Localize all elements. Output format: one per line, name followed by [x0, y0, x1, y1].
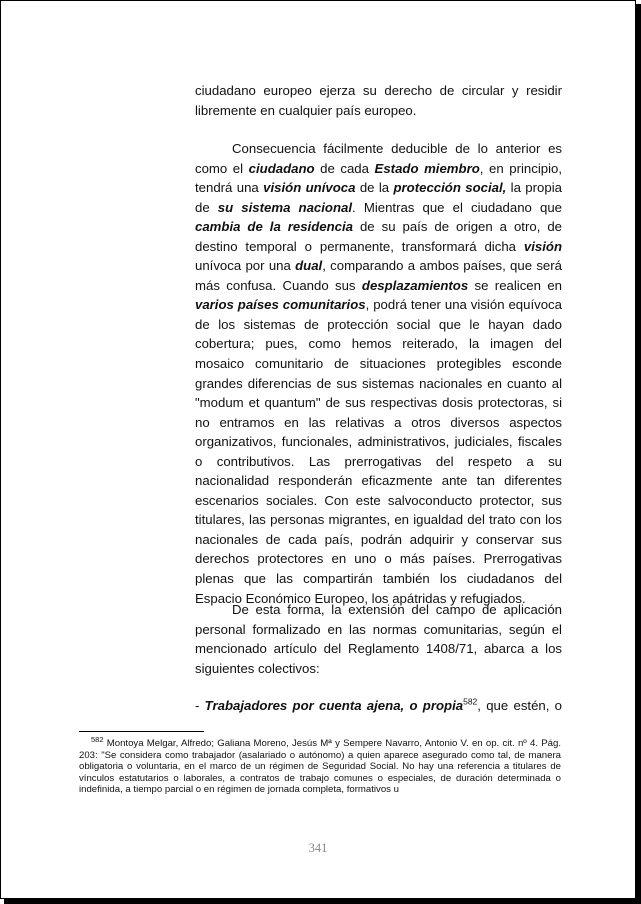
emphasis-run: varios países comunitarios [195, 297, 366, 313]
emphasis-run: visión unívoca [263, 180, 356, 196]
list-dash: - [195, 698, 205, 713]
emphasis-run: ciudadano [248, 160, 315, 176]
footnote-text: Montoya Melgar, Alfredo; Galiana Moreno, Jesús Mª y Sempere Navarro, Antonio V. en op. cit. nº 4. Pág. 203: "Se considera como trabajador (asalariado o autónomo) a quien aparece asegurado como tal, de manera obligatoria o voluntaria, en el marco de un régimen de Seguridad Social. No hay una referencia a titulares de vínculos estatutarios o laborales, a contratos de trabajo comunes o especiales, de duración determinada o indefinida, a tiempo parcial o en régimen de jornada completa, formativos u [79, 738, 561, 796]
text-run: . Mientras que el ciudadano que [352, 199, 562, 215]
page-shadow-right [636, 4, 641, 904]
paragraph-1-text: ciudadano europeo ejerza su derecho de circular y residir libremente en cualquier país europeo. [195, 83, 562, 118]
paragraph-3-text: De esta forma, la extensión del campo de aplicación personal formalizado en las normas comunitarias, según el mencionado artículo del Reglamento 1408/71, abarca a los siguientes colectivos: [195, 602, 562, 676]
paragraph-1 [195, 81, 562, 120]
text-run: , comparando a ambos países, que será más confusa. Cuando sus [195, 258, 562, 293]
footnote [79, 734, 561, 796]
emphasis-run: protección social, [393, 180, 507, 196]
text-run: , podrá tener una visión equívoca de los sistemas de protección social que le hayan dado cobertura; pues, como hemos reiterado, la imagen del mosaico comunitario de situaciones protegibles esconde grandes diferencias de sus sistemas nacionales en cuanto al "modum et quantum" de sus respectivas dosis protectoras, si no entramos en las relativas a otros diversos aspectos organizativos, funcionales, administrativos, judiciales, fiscales o contributivos. Las prerrogativas del respeto a su nacionalidad responderán eficazmente ante tan diferentes escenarios sociales. Con este salvoconducto protector, sus titulares, las personas migrantes, en igualdad del trato con los nacionales de cada país, podrán adquirir y conservar sus derechos protectores en uno o más países. Prerrogativas plenas que las compartirán también los ciudadanos del Espacio Económico Europeo, los apátridas y refugiados. [195, 297, 562, 606]
text-run: de la [355, 180, 394, 196]
emphasis-run: dual [295, 258, 323, 274]
emphasis-run: Trabajadores por cuenta ajena, o propia [204, 698, 464, 713]
text-run: unívoca por una [195, 258, 296, 274]
text-run: Consecuencia fácilmente deducible de lo anterior es como el [195, 141, 562, 176]
paragraph-2 [195, 139, 562, 608]
paragraph-4 [195, 696, 562, 716]
text-run: la propia de [195, 180, 562, 215]
footnote-reference[interactable]: 582 [463, 696, 478, 707]
footnote-number: 582 [91, 734, 104, 744]
paragraph-3 [195, 600, 562, 678]
emphasis-run: desplazamientos [361, 277, 469, 293]
text-run: se realicen en [468, 277, 562, 293]
text-run: , que estén, o [477, 698, 563, 713]
text-run: de cada [314, 160, 375, 176]
footnote-separator [79, 731, 204, 732]
emphasis-run: visión [523, 238, 562, 254]
emphasis-run: cambia de la residencia [195, 219, 353, 235]
text-run: , en principio, tendrá una [195, 160, 563, 196]
page-number: 341 [308, 841, 328, 855]
emphasis-run: Estado miembro [374, 160, 480, 176]
page-shadow-bottom [4, 899, 641, 904]
text-run: de su país de origen a otro, de destino temporal o permanente, transformará dicha [195, 219, 562, 254]
emphasis-run: su sistema nacional [217, 199, 353, 215]
